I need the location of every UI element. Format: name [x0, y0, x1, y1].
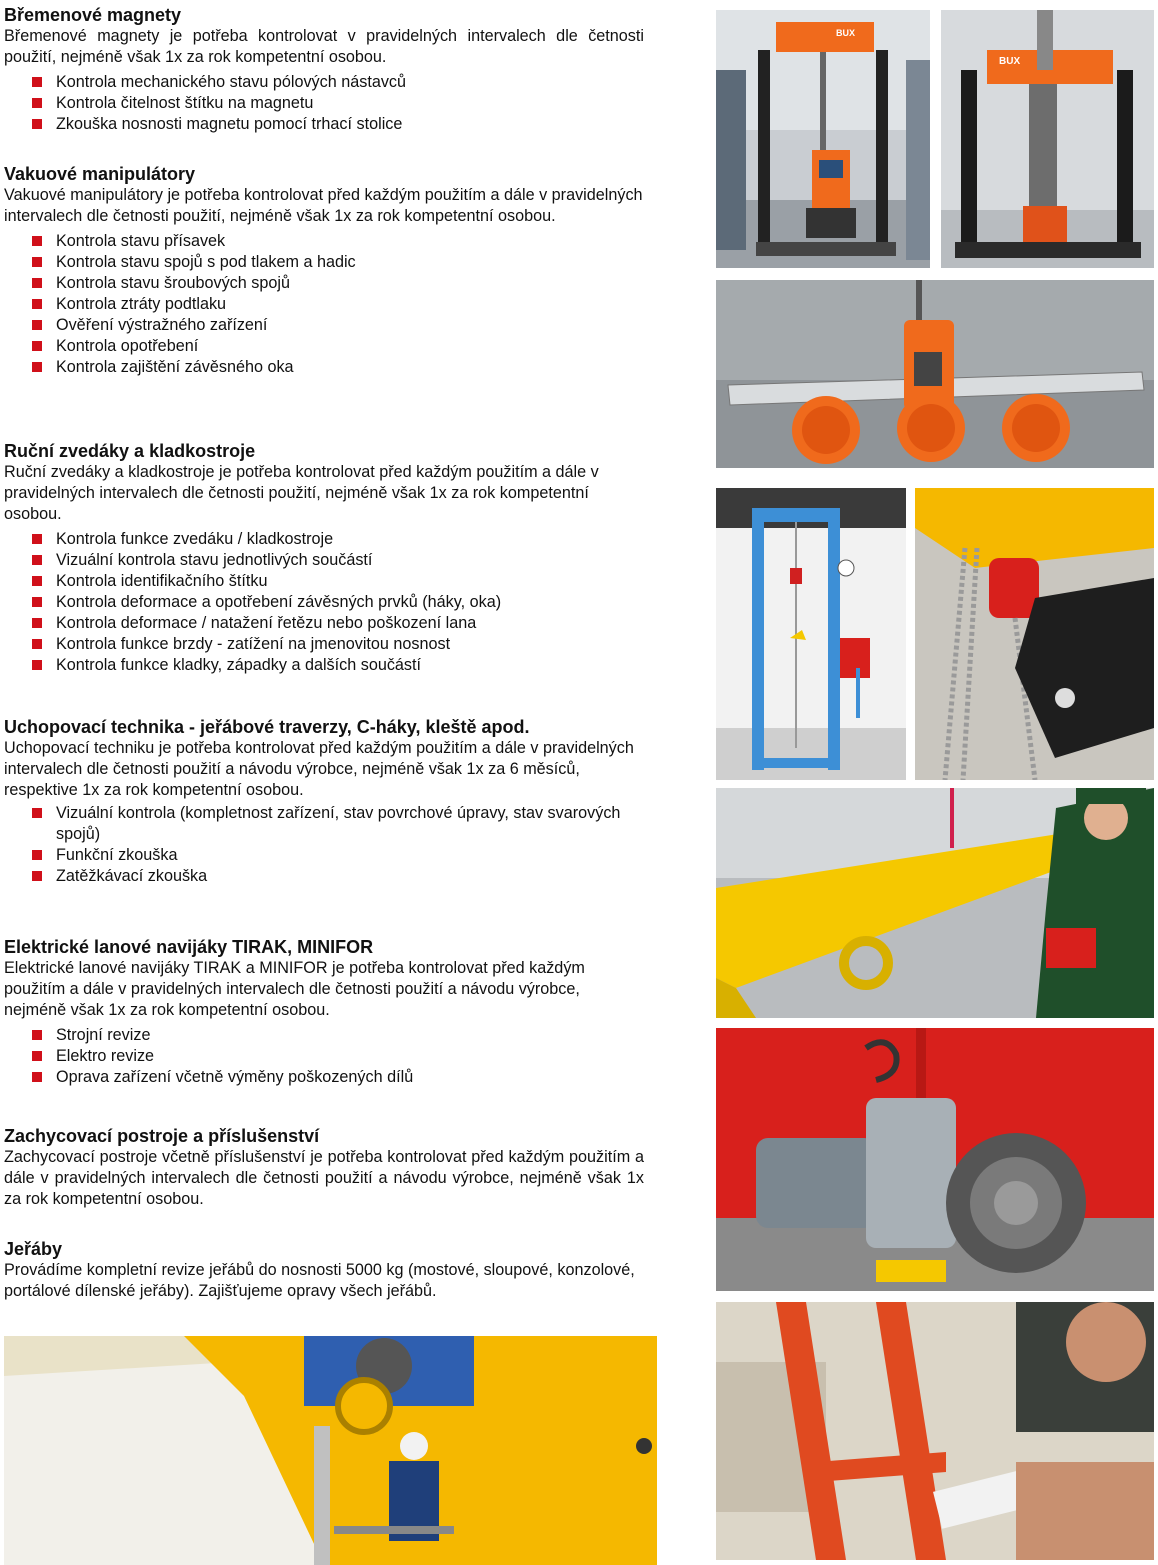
section-title: Břemenové magnety — [4, 5, 182, 25]
bullet-list — [4, 72, 644, 135]
list-item: Vizuální kontrola (kompletnost zařízení, stav povrchové úpravy, stav svarových spojů) — [32, 803, 622, 845]
harness-inspection-photo — [716, 1302, 1154, 1560]
brand-label: BUX — [836, 28, 856, 38]
section-hoists — [4, 440, 644, 676]
list-item: Kontrola opotřebení — [32, 336, 644, 357]
section-title: Zachycovací postroje a příslušenství — [4, 1126, 320, 1146]
bullet-list — [4, 1025, 644, 1088]
list-item: Zkouška nosnosti magnetu pomocí trhací stolice — [32, 114, 644, 135]
bullet-list — [4, 529, 644, 676]
section-title: Uchopovací technika - jeřábové traverzy, C-háky, kleště apod. — [4, 717, 530, 737]
section-text: Břemenové magnety je potřeba kontrolovat v pravidelných intervalech dle četnosti použití, nejméně však 1x za rok kompetentní osobou. — [4, 27, 644, 66]
list-item: Kontrola funkce brzdy - zatížení na jmenovitou nosnost — [32, 634, 644, 655]
section-vacuum — [4, 163, 644, 378]
list-item: Kontrola deformace / natažení řetězu nebo poškození lana — [32, 613, 644, 634]
section-harness — [4, 1125, 644, 1210]
list-item: Kontrola zajištění závěsného oka — [32, 357, 644, 378]
section-text: Uchopovací techniku je potřeba kontrolovat před každým použitím a dále v pravidelných intervalech dle četnosti použití a návodu výrobce, nejméně však 1x za 6 měsíců, respektive 1x za rok kompetentní osobou. — [4, 739, 634, 799]
list-item: Oprava zařízení včetně výměny poškozených dílů — [32, 1067, 644, 1088]
list-item: Kontrola identifikačního štítku — [32, 571, 644, 592]
list-item: Kontrola ztráty podtlaku — [32, 294, 644, 315]
list-item: Kontrola stavu spojů s pod tlakem a hadic — [32, 252, 644, 273]
section-text: Elektrické lanové navijáky TIRAK a MINIFOR je potřeba kontrolovat před každým použitím a dále v pravidelných intervalech dle četnosti použití a návodu výrobce, nejméně však 1x za rok kompetentní osobou. — [4, 959, 585, 1019]
section-text: Vakuové manipulátory je potřeba kontrolovat před každým použitím a dále v pravidelných intervalech dle četnosti použití, nejméně však 1x za rok kompetentní osobou. — [4, 186, 643, 225]
brand-label: BUX — [999, 56, 1021, 67]
section-title: Jeřáby — [4, 1239, 63, 1259]
hoist-test-stand-photo — [716, 488, 906, 780]
list-item: Ověření výstražného zařízení — [32, 315, 644, 336]
list-item: Zatěžkávací zkouška — [32, 866, 622, 887]
section-text: Zachycovací postroje včetně příslušenství je potřeba kontrolovat před každým použitím a dále v pravidelných intervalech dle četnosti použití a návodu výrobce, nejméně však 1x za rok kompetentní osobou. — [4, 1148, 644, 1208]
list-item: Kontrola stavu přísavek — [32, 231, 644, 252]
vacuum-lifter-photo — [716, 280, 1154, 468]
list-item: Strojní revize — [32, 1025, 644, 1046]
section-title: Elektrické lanové navijáky TIRAK, MINIFOR — [4, 937, 374, 957]
section-text: Ruční zvedáky a kladkostroje je potřeba kontrolovat před každým použitím a dále v pravidelných intervalech dle četnosti použití, nejméně však 1x za rok kompetentní osobou. — [4, 463, 599, 523]
section-magnets — [4, 4, 644, 135]
chain-hoist-photo — [915, 488, 1154, 780]
list-item: Kontrola stavu šroubových spojů — [32, 273, 644, 294]
list-item: Funkční zkouška — [32, 845, 622, 866]
list-item: Kontrola čitelnost štítku na magnetu — [32, 93, 644, 114]
section-winches — [4, 936, 644, 1088]
list-item: Kontrola funkce zvedáku / kladkostroje — [32, 529, 644, 550]
section-title: Vakuové manipulátory — [4, 164, 196, 184]
list-item: Kontrola deformace a opotřebení závěsných prvků (háky, oka) — [32, 592, 644, 613]
list-item: Kontrola mechanického stavu pólových nástavců — [32, 72, 644, 93]
lifting-beam-inspection-photo — [716, 788, 1154, 1018]
section-text: Provádíme kompletní revize jeřábů do nosnosti 5000 kg (mostové, sloupové, konzolové, portálové dílenské jeřáby). Zajišťujeme opravy všech jeřábů. — [4, 1261, 635, 1300]
magnet-test-stand-photo — [941, 10, 1154, 268]
list-item: Vizuální kontrola stavu jednotlivých součástí — [32, 550, 644, 571]
list-item: Elektro revize — [32, 1046, 644, 1067]
bullet-list — [4, 231, 644, 378]
bullet-list — [4, 803, 622, 887]
electric-winch-photo — [716, 1028, 1154, 1291]
section-title: Ruční zvedáky a kladkostroje — [4, 441, 256, 461]
section-cranes — [4, 1238, 644, 1302]
section-grabbing — [4, 716, 644, 887]
magnet-test-stand-photo — [716, 10, 930, 268]
crane-inspection-photo — [4, 1336, 657, 1565]
list-item: Kontrola funkce kladky, západky a dalších součástí — [32, 655, 644, 676]
